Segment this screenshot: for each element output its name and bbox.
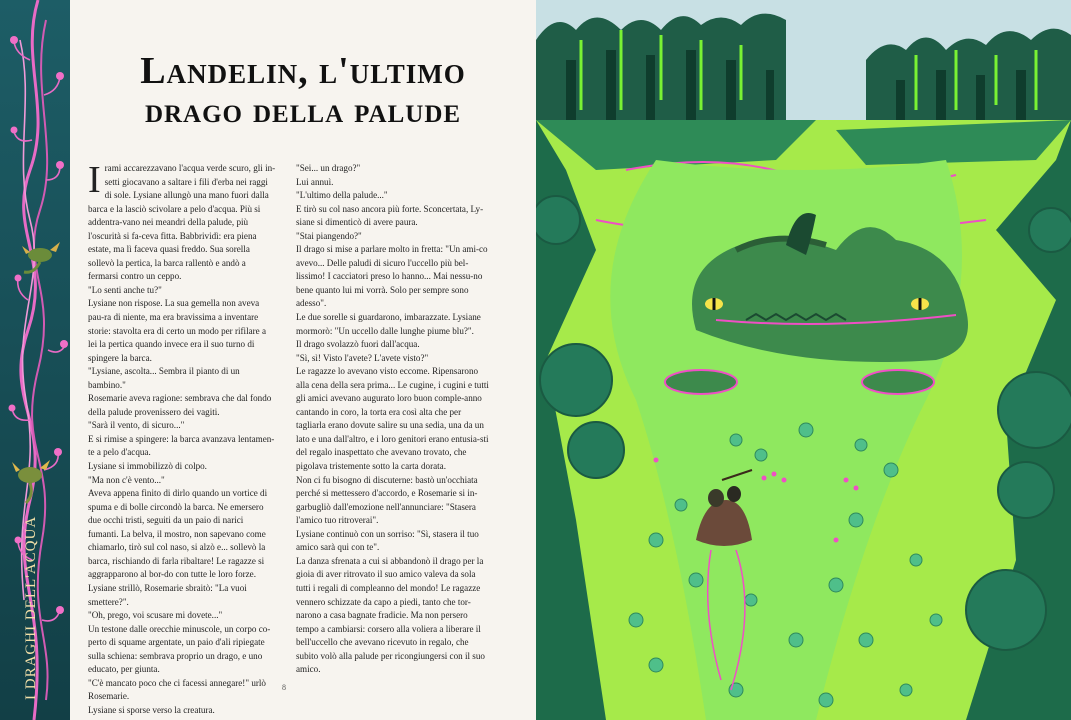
paragraph: Lysiane continuò con un sorriso: "Sì, stasera il tuo amico sarà qui con te".: [296, 528, 479, 553]
paragraph: "Oh, prego, voi scusare mi dovete...": [88, 610, 223, 621]
series-title: I DRAGHI DELL'ACQUA: [23, 515, 39, 700]
paragraph: "Lo senti anche tu?": [88, 284, 162, 295]
paragraph: "Sì, sì! Visto l'avete? L'avete visto?": [296, 352, 429, 363]
paragraph: Le ragazze lo avevano visto eccome. Ripensarono alla cena della sera prima... Le cugine, i cugini e tutti gli amici avevano augurato loro buon comple-anno cantando in coro, la torta era così alta che per tagliarla erano dovute salire su una sedia, una da un lato e una dall'altro, e i loro genitori erano entusia-sti del regalo inaspettato che avevano trovato, che pigolava tristemente sotto la carta dorata.: [296, 366, 489, 472]
paragraph: Un testone dalle orecchie minuscole, un corpo co-perto di squame argentate, un paio d'ali ripiegate sulla schiena: sembrava proprio un drago, e uno educato, per giunta.: [88, 623, 271, 675]
dragon-eye-icon: [705, 298, 723, 310]
dragon-eye-icon: [911, 298, 929, 310]
text-column-2: [296, 162, 490, 677]
paragraph: "Stai piangendo?": [296, 230, 362, 241]
paragraph: La danza sfrenata a cui si abbandonò il drago per la gioia di aver ritrovato il suo amico valeva da sola tutti i regali di compleanno del mondo! Le ragazze vennero schizzate da capo a piedi, tanto che tor-narono a casa bagnate fradicie. Ma non persero tempo a cambiarsi: corsero alla voliera a liberare il bell'uccello che avevano ricevuto in regalo, che subito volò alla palude per ricongiungersi con il suo amico.: [296, 555, 485, 675]
paragraph: "Ma non c'è vento...": [88, 474, 165, 485]
paragraph: Le due sorelle si guardarono, imbarazzate. Lysiane mormorò: "Un uccello dalle lunghe piume blu?".: [296, 312, 481, 336]
paragraph: Lysiane si immobilizzò di colpo.: [88, 461, 207, 472]
paragraph: Lysiane si sporse verso la creatura.: [88, 704, 215, 715]
paragraph: E tirò su col naso ancora più forte. Sconcertata, Ly-siane si dimenticò di avere paura.: [296, 203, 484, 228]
paragraph: "C'è mancato poco che ci facessi annegare!" urlò Rosemarie.: [88, 677, 266, 702]
paragraph: Rosemarie aveva ragione: sembrava che dal fondo della palude provenissero dei vagiti.: [88, 393, 272, 417]
paragraph: "Lysiane, ascolta... Sembra il pianto di un bambino.": [88, 366, 240, 390]
paragraph: I rami accarezzavano l'acqua verde scuro, gli in-setti giocavano a saltare i fili d'erba nei raggi di sole. Lysiane allungò una mano fuori dalla barca e la lasciò scivolare a pelo d'acqua. Più si addentra-vano nei meandri della palude, più l'oscurità si fa-ceva fitta. Babbrividì: era piena estate, ma lì faceva quasi freddo. Sua sorella sollevò la pertica, la barca rallentò e andò a fermarsi contro un ceppo.: [88, 159, 276, 282]
paragraph: Lysiane non rispose. La sua gemella non aveva pau-ra di niente, ma era bravissima a inventare storie: stavolta era di certo un modo per rifilare a lei la pertica quando invece era il suo turno di spingere la barca.: [88, 298, 267, 363]
paragraph: "L'ultimo della palude...": [296, 190, 388, 201]
paragraph: Il drago si mise a parlare molto in fretta: "Un ami-co avevo... Delle paludi di sicuro l'uccello più bel-lissimo! I cacciatori preso lo hanno... Mai nessu-no bene quanto lui mi vorrà. Solo per sempre sono adesso".: [296, 244, 488, 309]
paragraph: Lui annuì.: [296, 176, 334, 187]
paragraph: Aveva appena finito di dirlo quando un vortice di spuma e di bolle circondò la barca. Ne emersero due occhi tristi, seguiti da un paio di narici fumanti. La belva, il mostro, non sapevano come chiamarlo, tirò sul col naso, si alzò e... sollevò la barca, rischiando di farla ribaltare! Le ragazze si aggrapparono al bor-do con tutte le loro forze. Lysiane strillò, Rosemarie sbraitò: "La vuoi smettere?".: [88, 488, 268, 607]
paragraph: Il drago svolazzò fuori dall'acqua.: [296, 339, 420, 350]
text-column-1: [88, 159, 276, 717]
paragraph: "Sei... un drago?": [296, 163, 361, 173]
page-number: 8: [282, 683, 286, 692]
paragraph: "Sarà il vento, di sicuro...": [88, 420, 185, 431]
drop-cap: I: [88, 159, 101, 201]
chapter-title-line1: Landelin, l'ultimo: [140, 50, 466, 92]
decorative-border: [0, 0, 70, 720]
swamp-illustration: [536, 0, 1071, 720]
chapter-title-line2: drago della palude: [144, 90, 462, 130]
paragraph: E si rimise a spingere: la barca avanzava lentamen-te a pelo d'acqua.: [88, 433, 275, 458]
illustration-page: [536, 0, 1071, 720]
paragraph: Non ci fu bisogno di discuterne: bastò un'occhiata perché si mettessero d'accordo, e Rosemarie si in-garbugliò dall'emozione nell'annunciare: "Stasera l'amico tuo ritroverai".: [296, 474, 478, 526]
